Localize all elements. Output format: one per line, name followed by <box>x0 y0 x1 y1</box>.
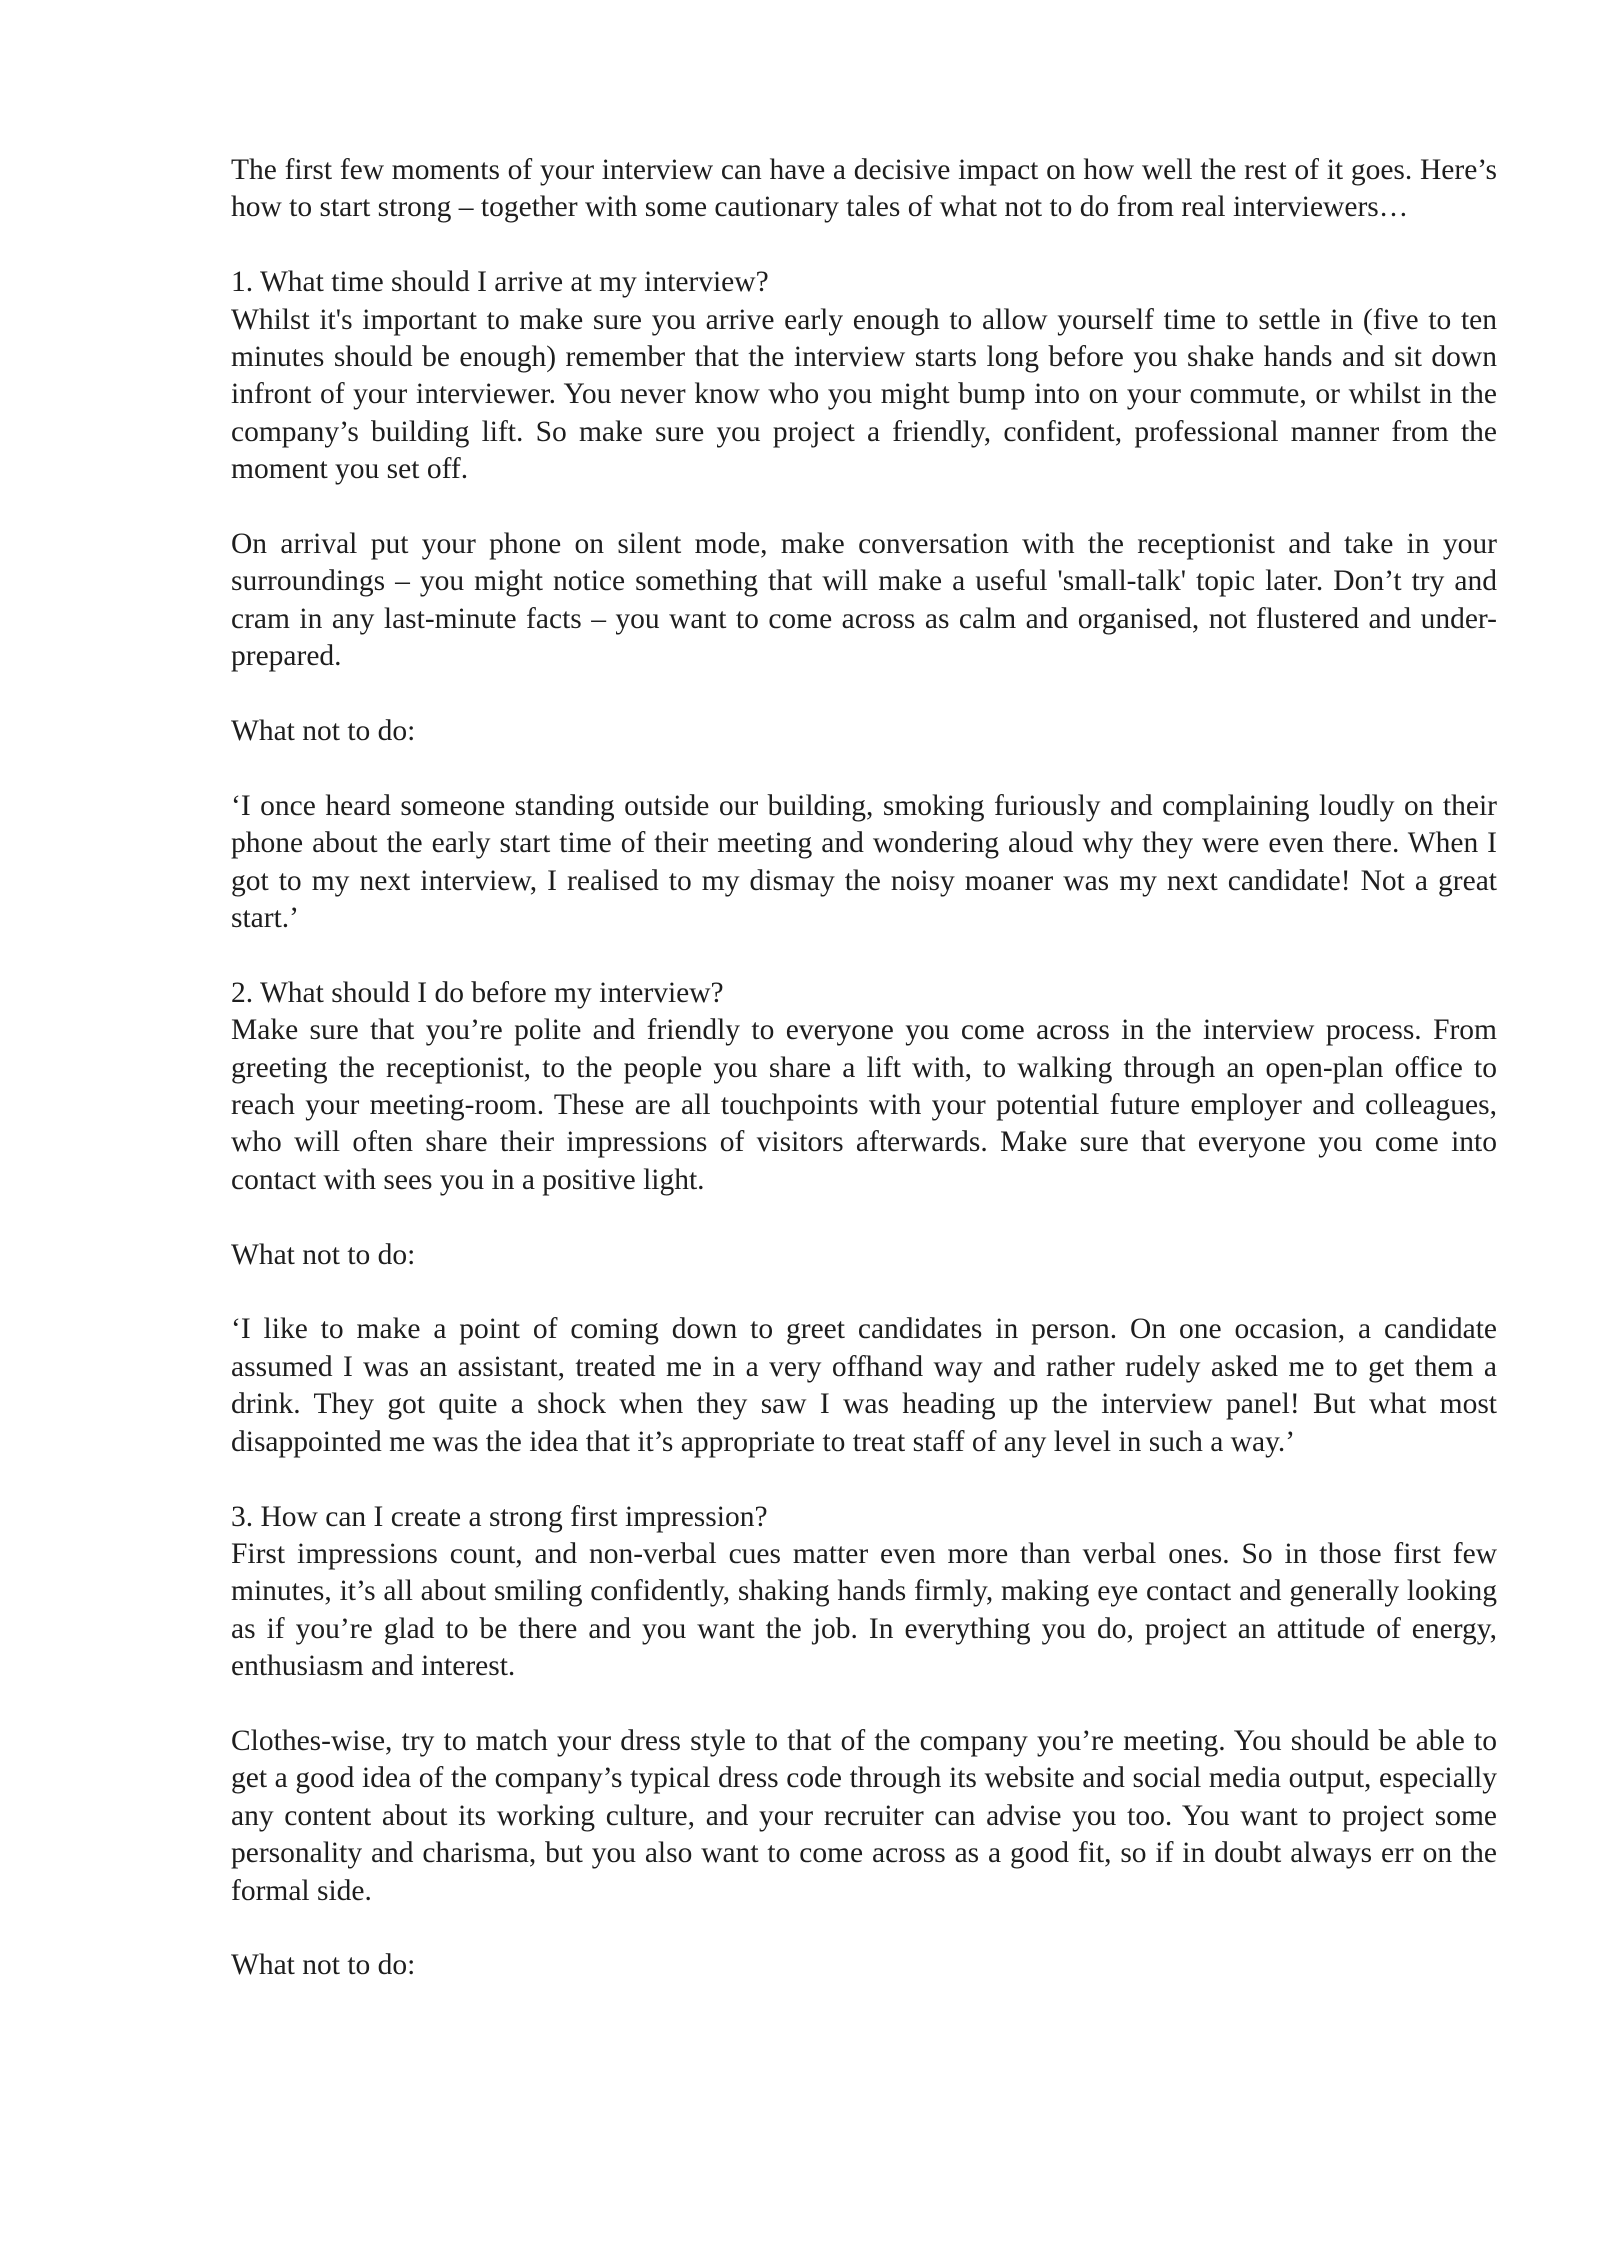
section-3 <box>231 1499 1497 1686</box>
section-heading: 1. What time should I arrive at my interview? <box>231 266 769 299</box>
section-heading: 3. How can I create a strong first impression? <box>231 1500 768 1533</box>
body-paragraph: Whilst it's important to make sure you arrive early enough to allow yourself time to settle in (five to ten minutes should be enough) remember that the interview starts long before you shake hands and sit down infront of your interviewer. You never know who you might bump into on your commute, or whilst in the company’s building lift. So make sure you project a friendly, confident, professional manner from the moment you set off. <box>231 303 1497 486</box>
body-paragraph: First impressions count, and non-verbal cues matter even more than verbal ones. So in those first few minutes, it’s all about smiling confidently, shaking hands firmly, making eye contact and generally looking as if you’re glad to be there and you want the job. In everything you do, project an attitude of energy, enthusiasm and interest. <box>231 1537 1497 1683</box>
body-paragraph: Make sure that you’re polite and friendly to everyone you come across in the interview process. From greeting the receptionist, to the people you share a lift with, to walking through an open-plan office to reach your meeting-room. These are all touchpoints with your potential future employer and colleagues, who will often share their impressions of visitors afterwards. Make sure that everyone you come into contact with sees you in a positive light. <box>231 1014 1497 1196</box>
section-2 <box>231 975 1497 1199</box>
what-not-to-do-label: What not to do: <box>231 1238 416 1271</box>
body-paragraph: Clothes-wise, try to match your dress style to that of the company you’re meeting. You should be able to get a good idea of the company’s typical dress code through its website and social media output, especially any content about its working culture, and your recruiter can advise you too. You want to project some personality and charisma, but you also want to come across as a good fit, so if in doubt always err on the formal side. <box>231 1724 1497 1907</box>
body-paragraph: On arrival put your phone on silent mode, make conversation with the receptionist and take in your surroundings – you might notice something that will make a useful 'small-talk' topic later. Don’t try and cram in any last-minute facts – you want to come across as calm and organised, not flustered and under-prepared. <box>231 528 1497 673</box>
interviewer-quote: ‘I like to make a point of coming down to greet candidates in person. On one occasion, a candidate assumed I was an assistant, treated me in a very offhand way and rather rudely asked me to get them a drink. They got quite a shock when they saw I was heading up the interview panel! But what most disappointed me was the idea that it’s appropriate to treat staff of any level in such a way.’ <box>231 1313 1497 1458</box>
section-heading: 2. What should I do before my interview? <box>231 976 724 1009</box>
interviewer-quote: ‘I once heard someone standing outside our building, smoking furiously and complaining loudly on their phone about the early start time of their meeting and wondering aloud why they were even there. When I got to my next interview, I realised to my dismay the noisy moaner was my next candidate! Not a great start.’ <box>231 789 1497 935</box>
intro-paragraph: The first few moments of your interview can have a decisive impact on how well the rest of it goes. Here’s how to start strong – together with some cautionary tales of what not to do from real interviewers… <box>231 154 1497 224</box>
section-1 <box>231 264 1497 488</box>
what-not-to-do-label: What not to do: <box>231 1949 416 1982</box>
document-page <box>231 152 1497 2022</box>
what-not-to-do-label: What not to do: <box>231 715 416 748</box>
